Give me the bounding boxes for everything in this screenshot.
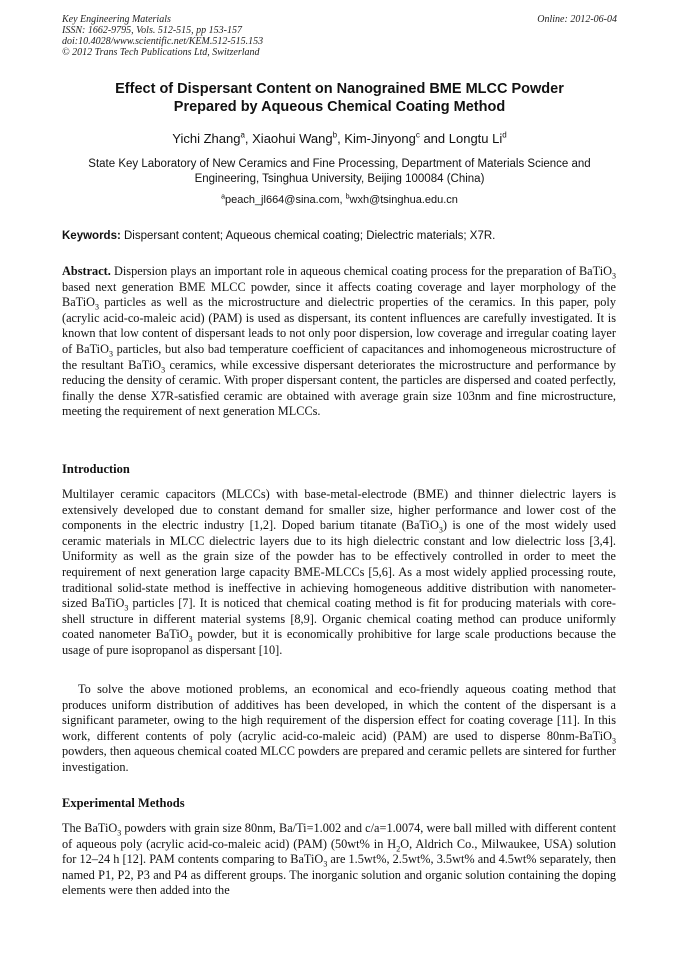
email-separator: ,	[339, 194, 346, 206]
author-list	[62, 131, 617, 147]
email-address: peach_jl664@sina.com	[224, 194, 340, 206]
author-separator: and	[419, 131, 449, 146]
email-mark: a	[221, 193, 225, 201]
subscript: 2	[396, 844, 401, 854]
paper-title	[62, 80, 617, 116]
paragraph-text: powder, but it is economically prohibitive for large scale productions because the usage of pure isopropanol as dispersant [10].	[62, 627, 616, 657]
author-affil-mark: d	[502, 130, 507, 140]
copyright-line: © 2012 Trans Tech Publications Ltd, Switzerland	[62, 47, 260, 58]
title-line-1: Effect of Dispersant Content on Nanograined BME MLCC Powder	[115, 81, 564, 97]
experimental-paragraph-1	[62, 821, 616, 899]
author-affil-mark: b	[332, 130, 338, 140]
subscript: 3	[117, 828, 122, 838]
abstract-text: based next generation BME MLCC powder, since it affects coating coverage and layer morphology of the BaTiO	[62, 279, 616, 310]
subscript: 3	[108, 349, 113, 359]
subscript: 3	[124, 603, 129, 613]
email-mark: b	[345, 193, 350, 201]
subscript: 3	[323, 859, 328, 869]
subscript: 3	[161, 365, 166, 375]
keywords-label: Keywords:	[62, 230, 121, 242]
affiliation	[62, 157, 617, 187]
experimental-heading: Experimental Methods	[62, 796, 185, 810]
keywords-text: Dispersant content; Aqueous chemical coating; Dielectric materials; X7R.	[120, 230, 496, 242]
author-emails	[62, 193, 617, 207]
keywords	[62, 229, 617, 243]
abstract-text: ceramics, while excessive dispersant deteriorates the microstructure and performance by reducing the density of ceramic. With proper dispersant content, the particles are dispersed and coated perfectly, finally the dense X7R-satisfied ceramic are obtained with average grain size 103nm and fine microstructure, meeting the requirement of next generation MLCCs.	[62, 357, 616, 419]
abstract-label: Abstract.	[62, 264, 111, 278]
paragraph-text: powders, then aqueous chemical coated MLCC powders are prepared and ceramic pellets are sintered for further investigation.	[62, 744, 616, 774]
paragraph-text: To solve the above motioned problems, an economical and eco-friendly aqueous coating method that produces uniform distribution of additives has been developed, in which the content of the dispersant is a significant parameter, owing to the high requirement of the dispersion effect for coating coverage [11]. In this work, different contents of poly (acrylic acid-co-maleic acid) (PAM) are used to disperse 80nm-BaTiO	[62, 682, 616, 743]
journal-header	[62, 14, 617, 58]
journal-name: Key Engineering Materials	[62, 14, 171, 25]
paragraph-text: are 1.5wt%, 2.5wt%, 3.5wt% and 4.5wt% separately, then named P1, P2, P3 and P4 as different groups. The inorganic solution and organic solution containing the doping elements were then added into the	[62, 852, 616, 898]
author-affil-mark: c	[415, 130, 420, 140]
paragraph-text: ) is one of the most widely used ceramic materials in MLCC dielectric layers due to its high dielectric constant and low dielectric loss [3,4]. Uniformity as well as the grain size of the powder has to be effectively controlled in order to meet the requirement of next generation large capacity BME-MLCCs [5,6]. As a most widely applied processing route, traditional solid-state method is ineffective in achieving homogeneous additive distribution with nanometer-sized BaTiO	[62, 518, 616, 611]
abstract	[62, 264, 616, 420]
affiliation-line-2: Engineering, Tsinghua University, Beijing 100084 (China)	[194, 173, 485, 185]
paragraph-text: particles [7]. It is noticed that chemical coating method is fit for producing materials with core-shell structure in different material systems [8,9]. Organic chemical coating method can produce uniformly coated nanometer BaTiO	[62, 596, 616, 642]
introduction-paragraph-2	[62, 682, 616, 776]
abstract-text: particles, but also bad temperature coefficient of capacitances and inhomogeneous microstructure of the resultant BaTiO	[62, 341, 616, 372]
author-name: Longtu Li	[448, 131, 503, 146]
paragraph-text: O, Aldrich Co., Milwaukee, USA) solution for 12–24 h [12]. PAM contents comparing to BaTiO	[62, 836, 616, 867]
email-address: wxh@tsinghua.edu.cn	[349, 194, 458, 206]
issn-line: ISSN: 1662-9795, Vols. 512-515, pp 153-157	[62, 25, 242, 36]
subscript: 3	[612, 736, 616, 746]
abstract-text: particles as well as the microstructure and dielectric properties of the ceramics. In this paper, poly (acrylic acid-co-maleic acid) (PAM) is used as dispersant, its content influences are carefully investigated. It is known that low content of dispersant leads to not only poor dispersion, low coverage and irregular coating layer of BaTiO	[62, 295, 616, 356]
introduction-paragraph-1	[62, 487, 616, 659]
paragraph-text: Multilayer ceramic capacitors (MLCCs) with base-metal-electrode (BME) and thinner dielectric layers is extensively developed due to constant demand for smaller size, higher performance and lower cost of the components in the electric industry [1,2]. Doped barium titanate (BaTiO	[62, 487, 616, 533]
abstract-text: Dispersion plays an important role in aqueous chemical coating process for the preparation of BaTiO	[110, 264, 612, 278]
subscript: 3	[188, 634, 193, 644]
subscript: 3	[95, 302, 100, 312]
introduction-heading: Introduction	[62, 462, 130, 476]
paragraph-text: The BaTiO	[62, 821, 118, 835]
online-date: Online: 2012-06-04	[537, 14, 617, 25]
author-separator: ,	[337, 131, 345, 146]
author-name: Xiaohui Wang	[252, 131, 333, 146]
author-separator: ,	[244, 131, 253, 146]
affiliation-line-1: State Key Laboratory of New Ceramics and Fine Processing, Department of Materials Science and	[88, 158, 591, 170]
doi-line: doi:10.4028/www.scientific.net/KEM.512-515.153	[62, 36, 264, 47]
title-line-2: Prepared by Aqueous Chemical Coating Method	[173, 99, 506, 115]
author-name: Yichi Zhang	[172, 131, 241, 146]
subscript: 3	[438, 525, 443, 535]
paragraph-text: powders with grain size 80nm, Ba/Ti=1.002 and c/a=1.0074, were ball milled with different content of aqueous poly (acrylic acid-co-maleic acid) (PAM) (50wt% in H	[62, 821, 616, 851]
subscript: 3	[612, 271, 616, 281]
author-affil-mark: a	[240, 130, 245, 140]
author-name: Kim-Jinyong	[344, 131, 416, 146]
